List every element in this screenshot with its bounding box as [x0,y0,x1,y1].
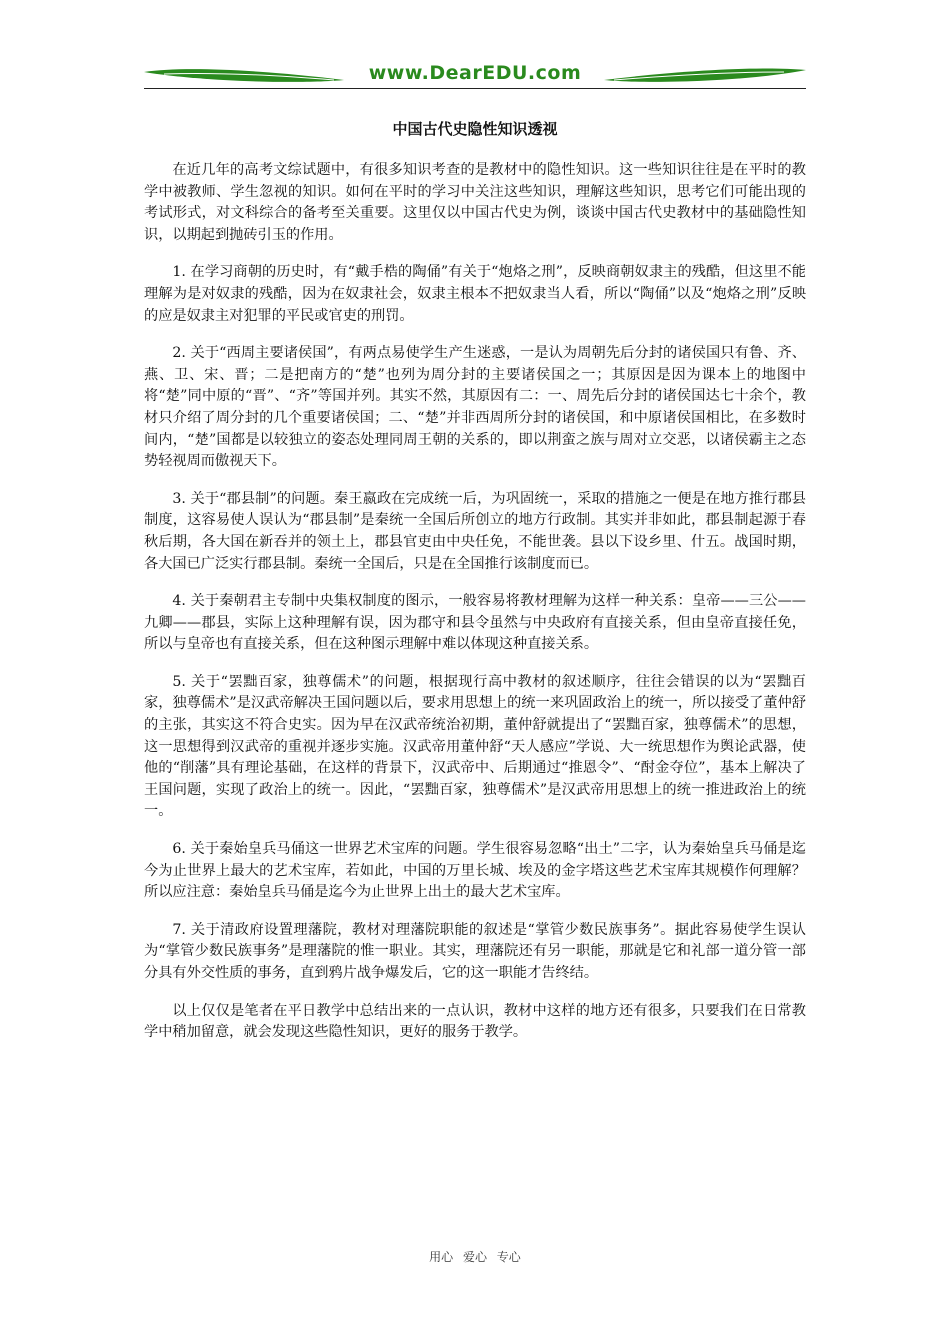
paragraph-intro: 在近几年的高考文综试题中，有很多知识考查的是教材中的隐性知识。这一些知识往往是在平时的教学中被教师、学生忽视的知识。如何在平时的学习中关注这些知识，理解这些知识，思考它们可能出现的考试形式，对文科综合的备考至关重要。这里仅以中国古代史为例，谈谈中国古代史教材中的基础隐性知识，以期起到抛砖引玉的作用。 [144,162,806,243]
document-body [144,160,806,1060]
paragraph-1: 1. 在学习商朝的历史时，有“戴手梏的陶俑”有关于“炮烙之刑”，反映商朝奴隶主的残酷，但这里不能理解为是对奴隶的残酷，因为在奴隶社会，奴隶主根本不把奴隶当人看，所以“陶俑”以及“炮烙之刑”反映的应是奴隶主对犯罪的平民或官吏的刑罚。 [144,264,807,324]
paragraph-5: 5. 关于“罢黜百家，独尊儒术”的问题，根据现行高中教材的叙述顺序，往往会错误的以为“罢黜百家，独尊儒术”是汉武帝解决王国问题以后，要求用思想上的统一来巩固政治上的统一，所以接受了董仲舒的主张，其实这不符合史实。因为早在汉武帝统治初期，董仲舒就提出了“罢黜百家，独尊儒术”的思想，这一思想得到汉武帝的重视并逐步实施。汉武帝用董仲舒“天人感应”学说、大一统思想作为舆论武器，使他的“削藩”具有理论基础，在这样的背景下，汉武帝中、后期通过“推恩令”、“酎金夺位”，基本上解决了王国问题，实现了政治上的统一。因此，“罢黜百家，独尊儒术”是汉武帝用思想上的统一推进政治上的统一。 [144,673,806,820]
site-logo-text: www.DearEDU.com [368,62,582,84]
paragraph-3: 3. 关于“郡县制”的问题。秦王嬴政在完成统一后，为巩固统一，采取的措施之一便是在地方推行郡县制度，这容易使人误认为“郡县制”是秦统一全国后所创立的地方行政制。其实并非如此，郡县制起源于春秋后期，各大国在新吞并的领土上，郡县官吏由中央任免，不能世袭。县以下设乡里、什五。战国时期，各大国已广泛实行郡县制。秦统一全国后，只是在全国推行该制度而已。 [144,490,806,572]
paragraph-2: 2. 关于“西周主要诸侯国”，有两点易使学生产生迷惑，一是认为周朝先后分封的诸侯国只有鲁、齐、燕、卫、宋、晋；二是把南方的“楚”也列为周分封的主要诸侯国之一；其原因是因为课本上的地图中将“楚”同中原的“晋”、“齐”等国并列。其实不然，其原因有二：一、周先后分封的诸侯国达七十余个，教材只介绍了周分封的几个重要诸侯国；二、“楚”并非西周所分封的诸侯国，和中原诸侯国相比，在多数时间内，“楚”国都是以较独立的姿态处理同周王朝的关系的，即以荆蛮之族与周对立交恶，以诸侯霸主之态势轻视周而傲视天下。 [144,345,806,470]
paragraph-7: 7. 关于清政府设置理藩院，教材对理藩院职能的叙述是“掌管少数民族事务”。据此容易使学生误认为“掌管少数民族事务”是理藩院的惟一职业。其实，理藩院还有另一职能，那就是它和礼部一道分管一部分具有外交性质的事务，直到鸦片战争爆发后，它的这一职能才告终结。 [144,921,806,981]
paragraph-6: 6. 关于秦始皇兵马俑这一世界艺术宝库的问题。学生很容易忽略“出土”二字，认为秦始皇兵马俑是迄今为止世界上最大的艺术宝库，若如此，中国的万里长城、埃及的金字塔这些艺术宝库其规模作何理解？所以应注意：秦始皇兵马俑是迄今为止世界上出土的最大艺术宝库。 [144,841,806,901]
page-footer: 用心 爱心 专心 [429,1250,521,1264]
paragraph-4: 4. 关于秦朝君主专制中央集权制度的图示，一般容易将教材理解为这样一种关系：皇帝——三公——九卿——郡县，实际上这种理解有误，因为郡守和县令虽然与中央政府有直接关系，但由皇帝直接任免，所以与皇帝也有直接关系，但在这种图示理解中难以体现这种直接关系。 [144,593,806,653]
document-title: 中国古代史隐性知识透视 [392,120,558,138]
paragraph-conclusion: 以上仅仅是笔者在平日教学中总结出来的一点认识，教材中这样的地方还有很多，只要我们在日常教学中稍加留意，就会发现这些隐性知识，更好的服务于教学。 [144,1002,806,1041]
header-divider [144,88,806,89]
